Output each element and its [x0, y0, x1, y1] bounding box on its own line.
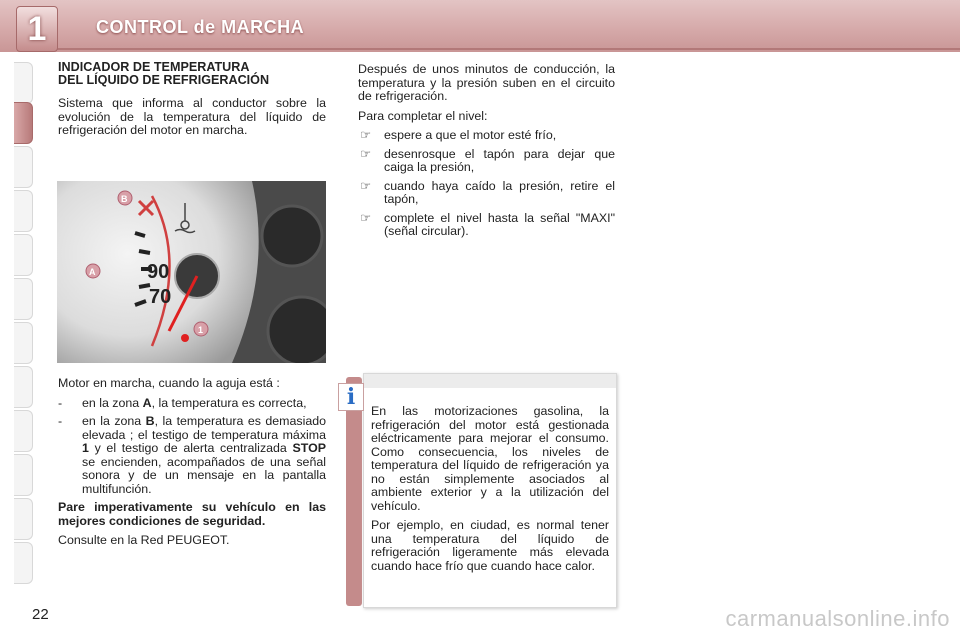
warning-light-number: 1 — [82, 441, 89, 455]
chapter-tab[interactable] — [14, 454, 33, 496]
intro-paragraph: Sistema que informa al conductor sobre la evolución de la temperatura del líquido de refrigeración del motor en marcha. — [58, 96, 326, 137]
step-item — [358, 148, 615, 175]
heading-line: INDICADOR DE TEMPERATURA — [58, 60, 250, 74]
chapter-tab[interactable] — [14, 498, 33, 540]
pointing-hand-icon: ☞ — [360, 210, 372, 225]
consult-text: Consulte en la Red PEUGEOT. — [58, 533, 230, 547]
needle-intro: Motor en marcha, cuando la aguja está : — [58, 376, 280, 390]
chapter-tab[interactable] — [14, 278, 33, 320]
list-text-part: , la temperatura es correcta, — [151, 395, 307, 410]
info-icon: i — [338, 383, 364, 411]
zone-label: B — [145, 414, 155, 428]
page-number: 22 — [32, 606, 49, 623]
note-body — [371, 405, 609, 573]
list-text-part: , la temperatura es demasiado elevada ; el testigo de temperatura máxima — [82, 414, 327, 442]
left-column-lower — [58, 377, 326, 554]
list-text-part: en la zona — [82, 395, 143, 410]
warning-text: Pare imperativamente su vehículo en las mejores condiciones de seguridad. — [58, 500, 326, 528]
step-item — [358, 212, 615, 239]
zone-label: A — [142, 395, 152, 410]
info-note — [363, 373, 617, 608]
chapter-number-badge: 1 — [16, 6, 58, 52]
watermark[interactable]: carmanualsonline.info — [725, 606, 950, 631]
left-column — [58, 61, 326, 144]
note-header-strip — [364, 374, 616, 388]
chapter-tab-active[interactable] — [14, 102, 33, 144]
gauge-label-a: A — [89, 267, 96, 277]
chapter-tab[interactable] — [14, 322, 33, 364]
heading-line: DEL LÍQUIDO DE REFRIGERACIÓN — [58, 73, 270, 87]
note-paragraph: Por ejemplo, en ciudad, es normal tener una temperatura del líquido de refrigeración ligeramente más elevada cuando hace frío que cuando hace calor. — [371, 518, 609, 573]
paragraph: Después de unos minutos de conducción, la temperatura y la presión suben en el circuito de refrigeración. — [358, 62, 615, 103]
chapter-tab[interactable] — [14, 366, 33, 408]
chapter-tab[interactable] — [14, 190, 33, 232]
pointing-hand-icon: ☞ — [360, 146, 372, 161]
stop-label: STOP — [292, 441, 326, 455]
list-text-part: en la zona — [82, 414, 146, 428]
step-item — [358, 129, 615, 143]
gauge-mark-90: 90 — [147, 261, 170, 283]
chapter-tab[interactable] — [14, 146, 33, 188]
list-text — [82, 397, 326, 411]
header-rule — [40, 48, 960, 50]
paragraph: Para completar el nivel: — [358, 108, 488, 123]
pointing-hand-icon: ☞ — [360, 128, 372, 142]
list-text-part: y el testigo de alerta centralizada — [88, 441, 293, 455]
note-accent-bar — [346, 377, 362, 606]
list-text — [82, 415, 326, 496]
step-item — [358, 180, 615, 207]
list-marker: - — [58, 395, 63, 410]
temperature-gauge-photo — [57, 181, 326, 363]
gauge-illustration — [57, 181, 326, 363]
chapter-tab[interactable] — [14, 542, 33, 584]
note-paragraph: En las motorizaciones gasolina, la refrigeración del motor está gestionada eléctricamente para mejorar el consumo. Como consecuencia, los niveles de temperatura del líquido de refrigeración ya no están simplemente asociados al ambiente exterior y a la utilización del vehículo. — [371, 404, 609, 513]
chapter-tab[interactable] — [14, 62, 33, 104]
gauge-label-b: B — [121, 194, 128, 204]
gauge-label-1: 1 — [198, 325, 204, 335]
list-item — [58, 397, 326, 411]
step-text: desenrosque el tapón para dejar que caiga la presión, — [384, 146, 615, 174]
list-text-part: se encienden, acompañados de una señal sonora y de un mensaje en la pantalla multifunción. — [82, 454, 326, 496]
chapter-tab[interactable] — [14, 410, 33, 452]
pointing-hand-icon: ☞ — [360, 178, 372, 193]
step-text: espere a que el motor esté frío, — [384, 128, 557, 142]
section-heading — [58, 61, 326, 87]
page-title: CONTROL de MARCHA — [96, 17, 305, 37]
list-marker: - — [58, 414, 63, 428]
list-item — [58, 415, 326, 496]
gauge-mark-70: 70 — [149, 286, 172, 308]
step-text: complete el nivel hasta la señal "MAXI" (señal circular). — [384, 210, 615, 238]
chapter-tab[interactable] — [14, 234, 33, 276]
right-column — [358, 63, 615, 244]
step-text: cuando haya caído la presión, retire el tapón, — [384, 178, 615, 206]
